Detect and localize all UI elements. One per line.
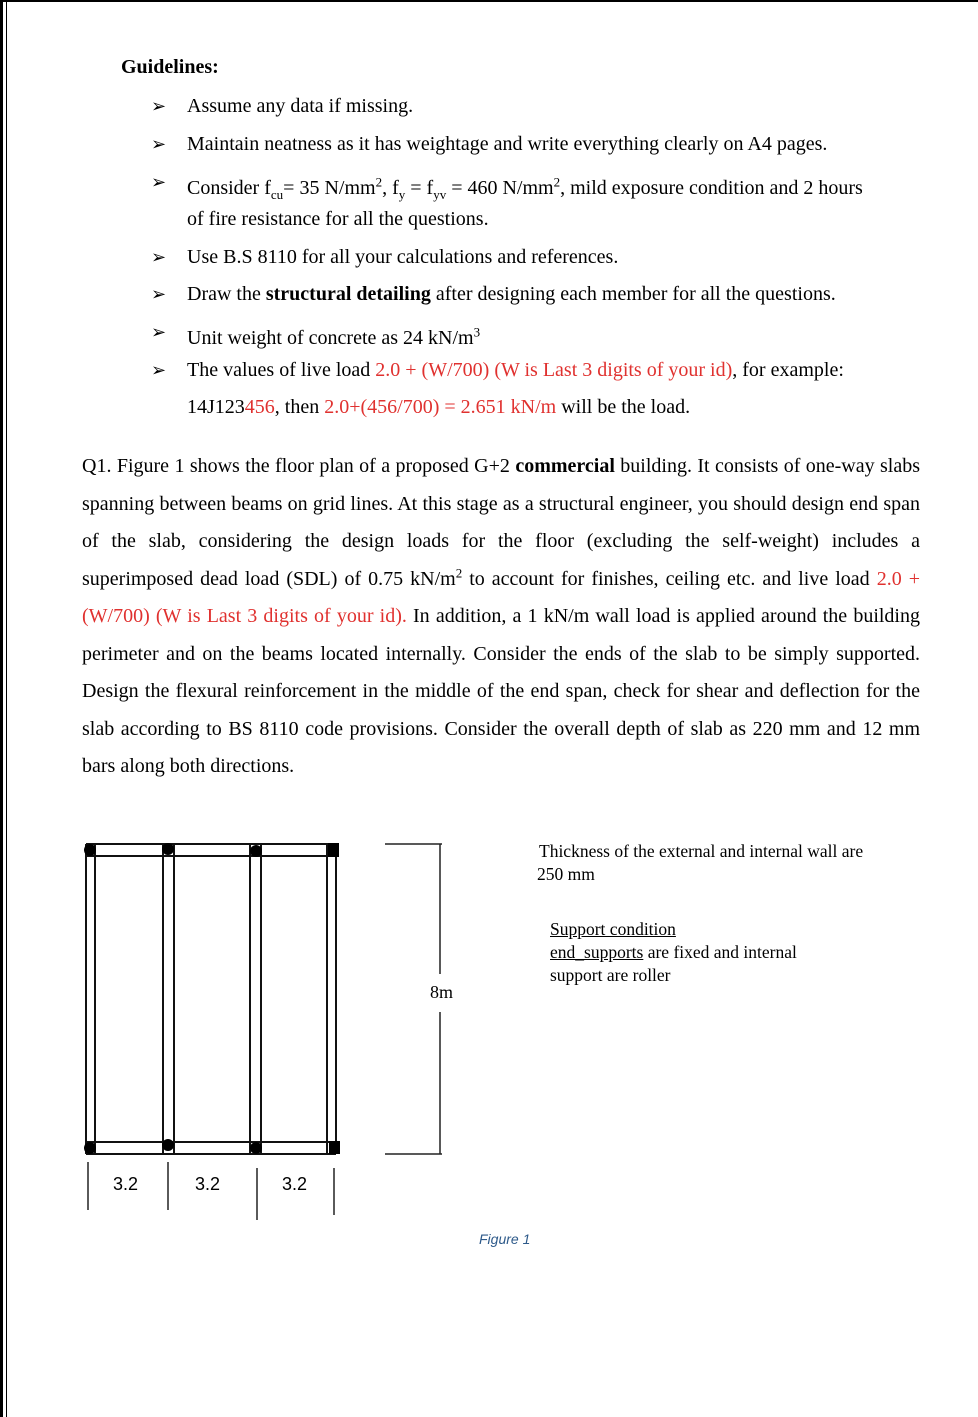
guideline-text: Draw the structural detailing after designing each member for all the questions. [187, 283, 836, 305]
span-label: 3.2 [113, 1174, 139, 1194]
guidelines-heading: Guidelines: [121, 56, 219, 78]
guideline-text: The values of live load 2.0 + (W/700) (W is Last 3 digits of your id), for example: [187, 359, 844, 381]
wall-thickness-note: Thickness of the external and internal wall are 250 mm [537, 841, 864, 884]
support-condition-note [550, 918, 797, 987]
span-label: 3.2 [282, 1174, 308, 1194]
column-marker [84, 1142, 96, 1154]
support-condition-line: support are roller [550, 965, 671, 985]
column-marker [250, 1142, 262, 1154]
column-marker [328, 843, 339, 857]
arrow-bullet-icon: ➢ [151, 322, 167, 342]
span-label: 3.2 [195, 1174, 221, 1194]
floor-plan-grid [86, 844, 336, 1154]
guideline-text: Maintain neatness as it has weightage and write everything clearly on A4 pages. [187, 133, 828, 155]
guideline-text: 14J123456, then 2.0+(456/700) = 2.651 kN/m will be the load. [187, 396, 691, 418]
arrow-bullet-icon: ➢ [151, 284, 167, 304]
arrow-bullet-icon: ➢ [151, 134, 167, 154]
arrow-bullet-icon: ➢ [151, 360, 167, 380]
arrow-bullet-icon: ➢ [151, 172, 167, 192]
column-marker [250, 845, 262, 857]
guideline-text: of fire resistance for all the questions. [187, 208, 489, 230]
support-condition-line: end_supports are fixed and internal [550, 942, 797, 962]
guideline-text: Consider $f_{cu}= 35$ $N/mm^2$, $f_y = f_{yv} = 460$ $N/mm^2$, mild exposure condition and 2 hours [187, 174, 863, 202]
height-dimension-label: 8m [430, 982, 454, 1002]
guideline-text: Use B.S 8110 for all your calculations and references. [187, 246, 619, 268]
column-marker [162, 1139, 174, 1151]
guideline-text: Assume any data if missing. [187, 95, 414, 117]
arrow-bullet-icon: ➢ [151, 96, 167, 116]
question-1-paragraph: Q1. Figure 1 shows the floor plan of a proposed G+2 commercial building. It consists of one-way slabs spanning between beams on grid lines. At this stage as a structural engineer, you should design end span of the slab, considering the design loads for the floor (excluding the self-weight) includes a superimposed dead load (SDL) of 0.75 $kN/m^2$ to account for finishes, ceiling etc. and live load 2.0 + (W/700) (W is Last 3 digits of your id). In addition, a 1 kN/m wall load is applied around the building perimeter and on the beams located internally. Consider the ends of the slab to be simply supported. Design the flexural reinforcement in the middle of the end span, check for shear and deflection for the slab according to BS 8110 code provisions. Consider the overall depth of slab as 220 mm and 12 mm bars along both directions. [82, 455, 920, 777]
guideline-text: Unit weight of concrete as 24 $kN/m^3$ [187, 324, 481, 349]
column-marker [162, 843, 174, 855]
figure-caption: Figure 1 [479, 1231, 531, 1247]
column-marker [84, 844, 96, 856]
column-marker [329, 1141, 340, 1154]
arrow-bullet-icon: ➢ [151, 247, 167, 267]
support-condition-title: Support condition [550, 919, 676, 939]
column-markers [84, 843, 340, 1154]
